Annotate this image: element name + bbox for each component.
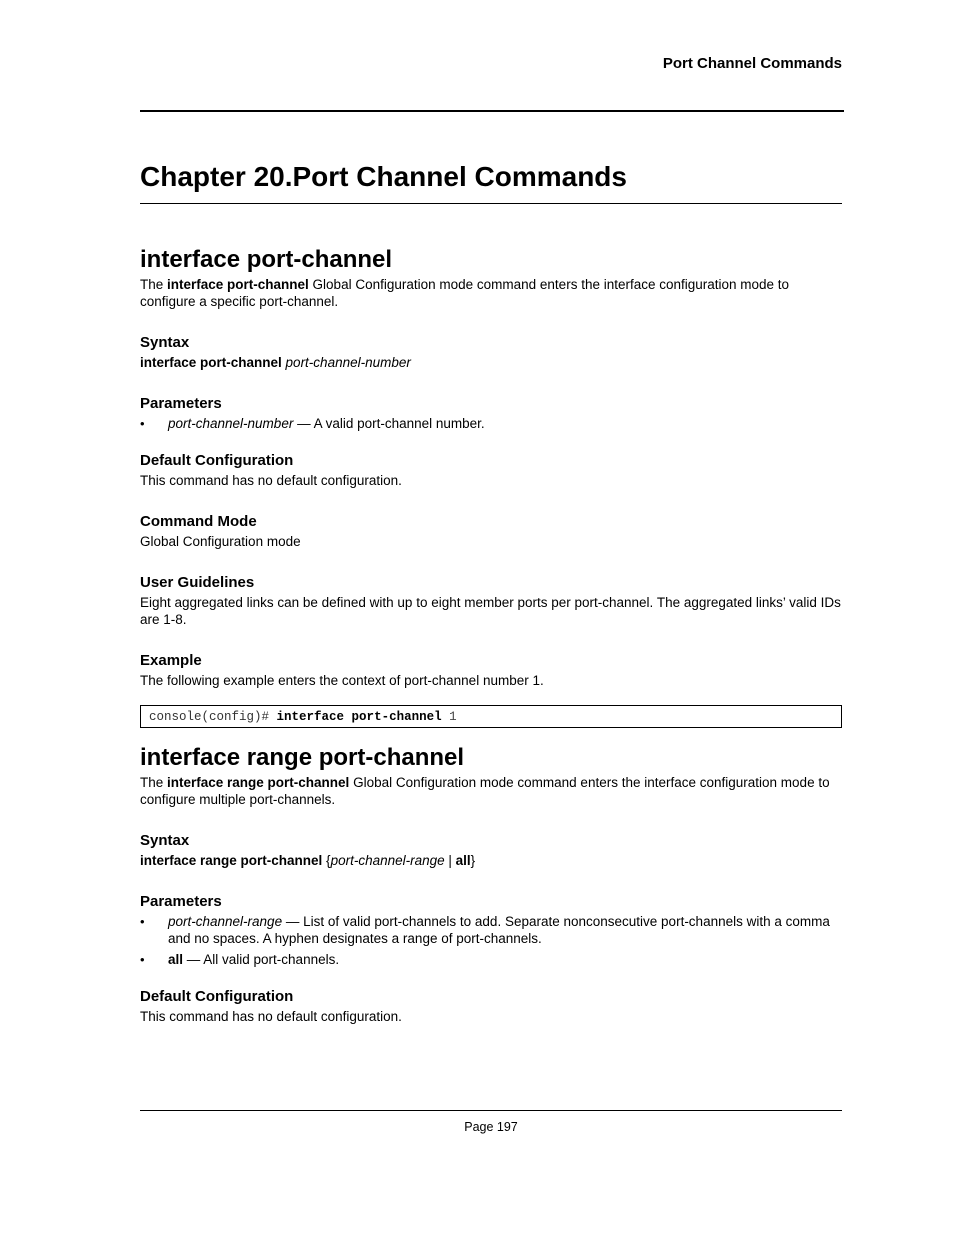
desc-text: The: [140, 775, 168, 790]
command-title: interface range port-channel: [140, 744, 465, 771]
desc-text: Global Configuration mode command enters the interface configuration mode to configure multiple port-channels.: [140, 775, 830, 807]
example-heading: Example: [140, 652, 202, 669]
default-configuration-heading: Default Configuration: [140, 988, 294, 1005]
syntax-heading: Syntax: [140, 832, 190, 849]
desc-text: Global Configuration mode command enters the interface configuration mode to configure a specific port-channel.: [140, 277, 790, 309]
parameter-name: port-channel-number: [168, 416, 294, 431]
syntax-command: interface range port-channel: [140, 853, 323, 868]
user-guidelines-heading: User Guidelines: [140, 574, 255, 591]
page-number: Page 197: [464, 1120, 518, 1134]
example-text: The following example enters the context of port-channel number 1.: [140, 673, 544, 688]
syntax-heading: Syntax: [140, 334, 190, 351]
syntax-line: [140, 354, 842, 371]
code-command: interface port-channel: [276, 710, 442, 724]
footer-rule: [140, 1110, 842, 1111]
syntax-argument: port-channel-number: [285, 355, 411, 370]
chapter-title: Chapter 20.Port Channel Commands: [140, 161, 627, 192]
page-content: [140, 244, 842, 1025]
document-page: [140, 0, 843, 1235]
syntax-block: [140, 832, 842, 869]
syntax-command: interface port-channel: [140, 355, 282, 370]
syntax-argument: port-channel-range: [330, 853, 445, 868]
command-interface-range-port-channel: [140, 742, 842, 1025]
bullet-icon: •: [140, 416, 145, 431]
example-block: [140, 652, 842, 728]
running-header: Port Channel Commands: [662, 55, 842, 72]
header-rule: [140, 110, 844, 112]
list-item: [140, 951, 842, 968]
parameter-description: — List of valid port-channels to add. Separate nonconsecutive port-channels with a comma and no spaces. A hyphen designates a range of port-channels.: [168, 914, 830, 946]
parameter-description: — All valid port-channels.: [183, 952, 340, 967]
command-mode-heading: Command Mode: [140, 513, 257, 530]
list-item: [140, 913, 842, 947]
code-example: [140, 705, 842, 728]
parameter-name: all: [168, 952, 184, 967]
parameters-block: [140, 395, 842, 432]
parameters-list: [140, 415, 842, 432]
desc-text: The: [140, 277, 168, 292]
code-prompt: console(config)#: [149, 710, 270, 724]
parameters-heading: Parameters: [140, 395, 222, 412]
syntax-brace: {: [322, 853, 331, 868]
bullet-icon: •: [140, 952, 145, 967]
list-item: [140, 415, 842, 432]
parameters-block: [140, 893, 842, 968]
default-configuration-text: This command has no default configuration.: [140, 1009, 402, 1024]
syntax-keyword: all: [455, 853, 471, 868]
command-description: [140, 276, 842, 310]
syntax-line: [140, 852, 842, 869]
user-guidelines-block: [140, 574, 842, 628]
default-configuration-text: This command has no default configuration.: [140, 473, 402, 488]
desc-command-name: interface range port-channel: [167, 775, 350, 790]
default-configuration-block: [140, 452, 842, 489]
syntax-separator: |: [444, 853, 456, 868]
command-mode-text: Global Configuration mode: [140, 534, 301, 549]
code-argument: 1: [449, 710, 457, 724]
command-title: interface port-channel: [140, 246, 393, 273]
parameter-name: port-channel-range: [168, 914, 283, 929]
chapter-rule: [140, 203, 842, 204]
default-configuration-block: [140, 988, 842, 1025]
command-description: [140, 774, 842, 808]
syntax-brace: }: [470, 853, 476, 868]
parameter-description: — A valid port-channel number.: [293, 416, 485, 431]
syntax-block: [140, 334, 842, 371]
command-mode-block: [140, 513, 842, 550]
parameters-heading: Parameters: [140, 893, 222, 910]
default-configuration-heading: Default Configuration: [140, 452, 294, 469]
desc-command-name: interface port-channel: [167, 277, 309, 292]
bullet-icon: •: [140, 914, 145, 929]
parameters-list: [140, 913, 842, 968]
user-guidelines-text: Eight aggregated links can be defined with up to eight member ports per port-channel. The aggregated links’ valid IDs are 1-8.: [140, 595, 841, 627]
command-interface-port-channel: [140, 244, 842, 728]
